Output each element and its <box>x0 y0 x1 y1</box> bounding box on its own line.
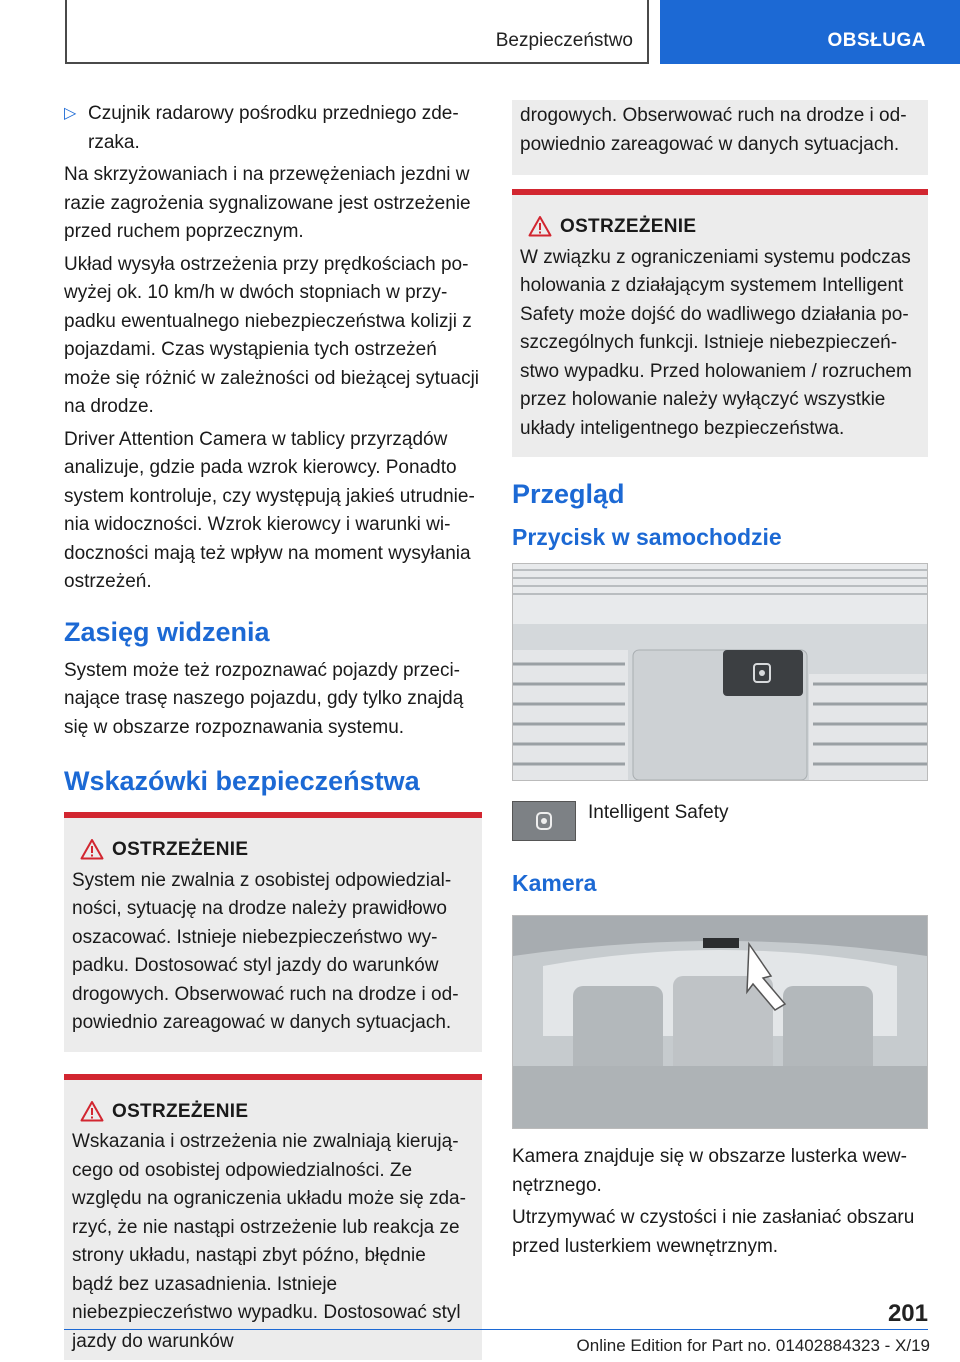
right-column <box>512 100 928 1265</box>
warning-text: W związku z ograniczeniami systemu podczas holowania z działającym systemem Intelligent Safety może dojść do wadliwego działania poszczególnych funkcji. Istnieje niebezpieczeństwo wypadku. Przed holowaniem / rozruchem przez holowanie należy wyłączyć wszystkie układy inteligentnego bezpieczeństwa. <box>520 246 912 439</box>
warning-triangle-icon <box>72 1100 112 1124</box>
warning-box <box>64 812 482 1052</box>
paragraph: Driver Attention Camera w tablicy przyrządów analizuje, gdzie pada wzrok kierowcy. Ponadto system kontroluje, czy występują jakieś utrudnienia widoczności. Wzrok kierowcy i warunki widoczności mają też wpływ na moment wysyłania ostrzeżeń. <box>64 428 475 592</box>
triangle-bullet-icon: ▷ <box>64 105 77 122</box>
warning-triangle-icon <box>520 215 560 239</box>
warning-text: Wskazania i ostrzeżenia nie zwalniają kierującego od osobistej odpowiedzialności. Ze względu na ograniczenia układu może się zdarzyć, że nie nastąpi ostrzeżenie lub reakcja ze strony układu, nastąpi zbyt późno, błędnie bądź bez uzasadnienia. Istnieje niebezpieczeństwo wypadku. Dostosować styl jazdy do warunków <box>72 1131 466 1352</box>
intelligent-safety-button-icon[interactable] <box>512 801 576 841</box>
list-item <box>64 100 482 157</box>
paragraph: Na skrzyżowaniach i na przewężeniach jezdni w razie zagrożenia sygnalizowane jest ostrzeżenie przed ruchem poprzecznym. <box>64 164 471 242</box>
left-column <box>64 100 482 1360</box>
heading-range: Zasięg widzenia <box>64 616 270 647</box>
dashboard-photo <box>512 563 928 781</box>
warning-box-continued <box>512 100 928 175</box>
chapter-tab[interactable]: OBSŁUGA <box>660 0 960 64</box>
warning-text: System nie zwalnia z osobistej odpowiedzialności, sytuację na drodze należy prawidłowo oszacować. Istnieje niebezpieczeństwo wypadku. Dostosować styl jazdy do warunków drogowych. Obserwować ruch na drodze i odpowiednio zareagować w danych sytuacjach. <box>72 869 459 1033</box>
heading-safety: Wskazówki bezpieczeństwa <box>64 766 420 796</box>
heading-camera: Kamera <box>512 870 597 896</box>
paragraph: Kamera znajduje się w obszarze lusterka wewnętrznego. <box>512 1146 907 1196</box>
header-frame <box>65 0 649 64</box>
warning-triangle-icon <box>72 838 112 862</box>
warning-box <box>64 1074 482 1361</box>
heading-button: Przycisk w samochodzie <box>512 524 782 550</box>
warning-title: OSTRZEŻENIE <box>560 216 697 237</box>
footer-edition: Online Edition for Part no. 01402884323 - X/19 <box>576 1336 930 1355</box>
warning-title: OSTRZEŻENIE <box>112 1100 249 1122</box>
warning-text: drogowych. Obserwować ruch na drodze i odpowiednio zareagować w danych sytuacjach. <box>520 105 907 155</box>
section-title: Bezpieczeństwo <box>495 30 633 51</box>
paragraph: Utrzymywać w czystości i nie zasłaniać obszaru przed lusterkiem wewnętrznym. <box>512 1207 915 1257</box>
camera-photo <box>512 915 928 1129</box>
button-label: Intelligent Safety <box>588 802 729 823</box>
bullet-text: Czujnik radarowy pośrodku przedniego zderzaka. <box>88 103 459 153</box>
footer-divider <box>64 1329 928 1330</box>
page-number: 201 <box>887 1300 928 1327</box>
button-legend <box>512 801 928 841</box>
paragraph: System może też rozpoznawać pojazdy przecinające trasę naszego pojazdu, gdy tylko znajdą się w obszarze rozpoznawania systemu. <box>64 659 464 738</box>
warning-box <box>512 189 928 457</box>
warning-title: OSTRZEŻENIE <box>112 839 249 860</box>
heading-overview: Przegląd <box>512 479 625 509</box>
paragraph: Układ wysyła ostrzeżenia przy prędkościach powyżej ok. 10 km/h w dwóch stopniach w przypadku ewentualnego niebezpieczeństwa kolizji z pojazdami. Czas wystąpienia tych ostrzeżeń może się różnić w zależności od bieżącej sytuacji na drodze. <box>64 253 480 417</box>
